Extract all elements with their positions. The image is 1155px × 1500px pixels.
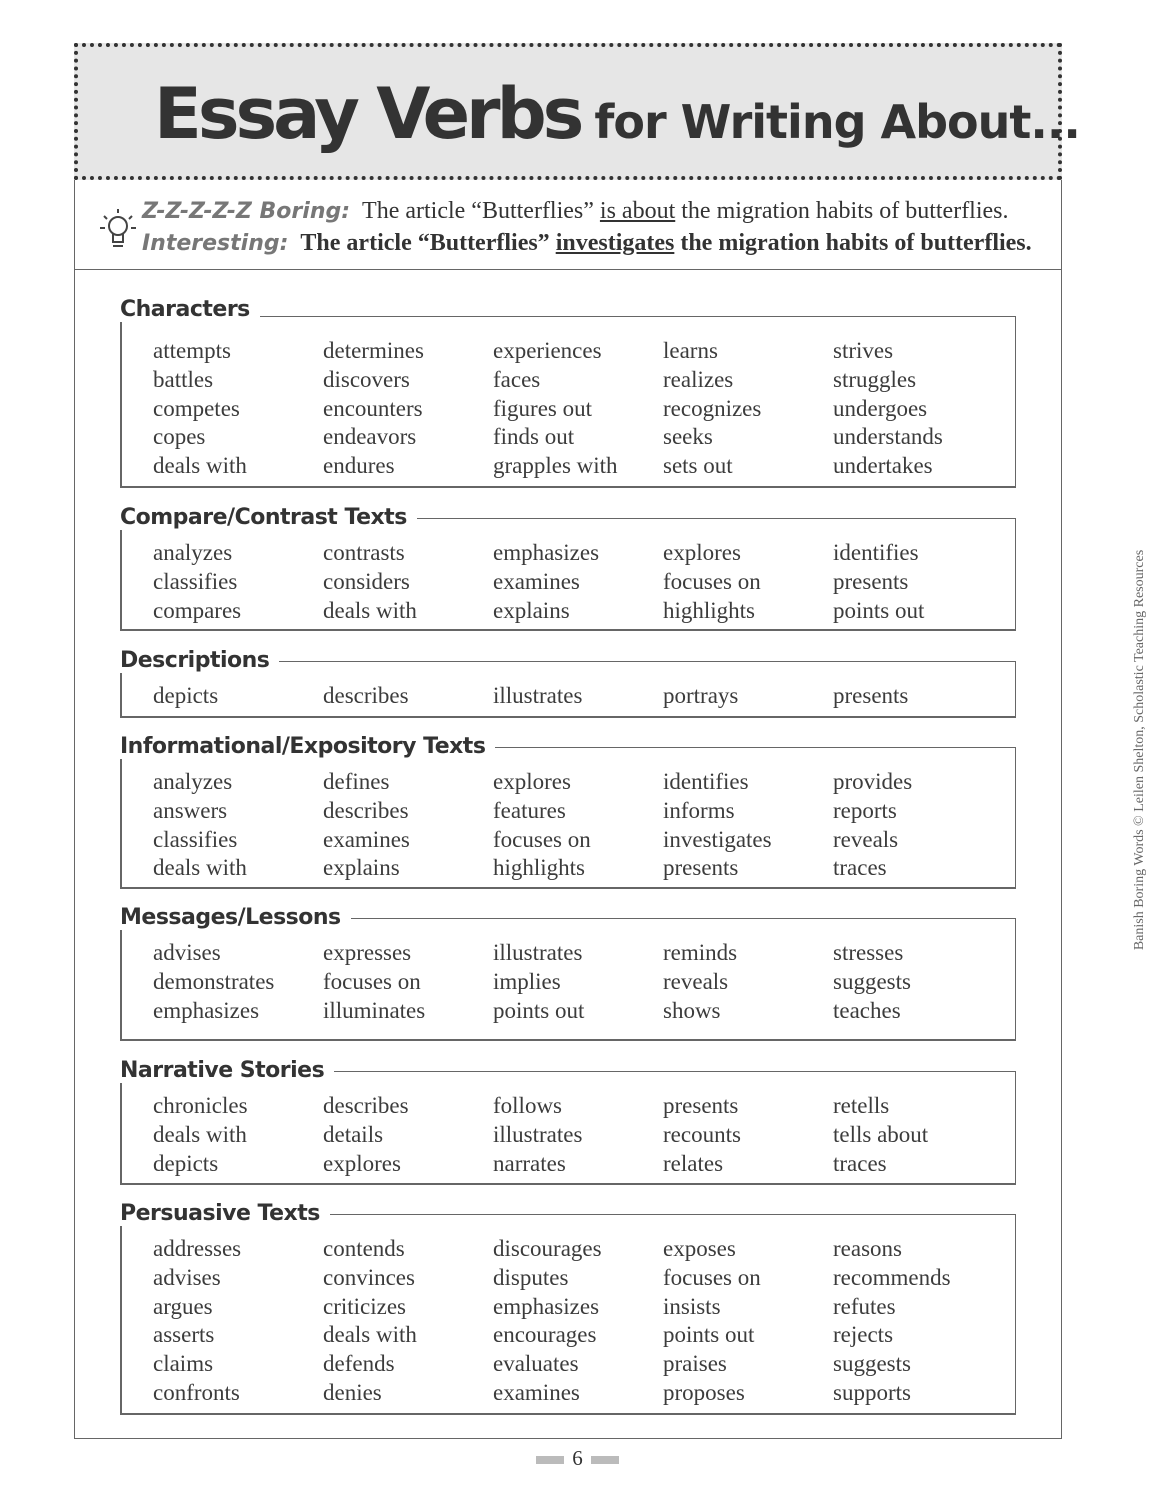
verb-word: recounts [663,1121,741,1147]
verb-word: competes [153,395,240,421]
verb-word: reminds [663,940,738,965]
verb-word: features [493,797,566,823]
verb-word: considers [323,568,410,594]
word-column [153,1235,323,1408]
word-column [833,1092,1003,1178]
verb-word: encounters [323,395,423,421]
word-column [663,337,833,481]
verb-word: highlights [493,855,586,881]
verb-word: grapples with [493,453,618,479]
verb-word: figures out [493,395,593,421]
verb-word: answers [153,797,228,823]
section-heading: Characters [120,297,260,322]
verb-word: narrates [493,1150,566,1176]
verb-word: deals with [323,1322,417,1348]
word-column [153,1092,323,1178]
word-column [323,768,493,883]
word-column [323,539,493,625]
verb-word: identifies [833,540,919,565]
verb-word: seeks [663,424,713,450]
boring-verb: is about [599,198,676,224]
verb-word: explores [323,1150,401,1176]
verb-word: explains [493,597,570,623]
verb-word: illustrates [493,940,583,965]
verb-word: emphasizes [493,1293,600,1319]
verb-word: classifies [153,826,238,852]
word-column [323,1092,493,1178]
verb-word: examines [323,826,410,852]
word-column [153,337,323,481]
word-column [323,682,493,711]
verb-word: reasons [833,1236,902,1261]
verb-word: deals with [153,1121,247,1147]
word-column [153,939,323,1025]
verb-word: evaluates [493,1351,579,1377]
verb-word: points out [663,1322,755,1348]
verb-word: endures [323,453,395,479]
verb-word: follows [493,1093,562,1118]
section-heading: Narrative Stories [120,1058,334,1083]
section-heading: Informational/Expository Texts [120,734,495,759]
verb-word: focuses on [663,568,761,594]
word-column [323,939,493,1025]
verb-word: teaches [833,997,901,1023]
title-band [74,43,1080,180]
verb-word: retells [833,1093,890,1118]
word-column [663,682,833,711]
verb-word: exposes [663,1236,736,1261]
example-box [74,180,1062,270]
boring-tag: Z-Z-Z-Z-Z Boring: [142,199,351,224]
verb-word: traces [833,1150,887,1176]
verb-word: reveals [663,968,729,994]
verb-word: understands [833,424,943,450]
verb-word: asserts [153,1322,215,1348]
verb-word: rejects [833,1322,894,1348]
verb-word: emphasizes [493,540,600,565]
footer-dots-left [536,1456,564,1464]
word-column [833,939,1003,1025]
verb-word: explores [493,769,571,794]
verb-word: points out [493,997,585,1023]
verb-word: recognizes [663,395,762,421]
verb-word: advises [153,1264,221,1290]
verb-word: explains [323,855,400,881]
verb-word: defines [323,769,390,794]
verb-word: endeavors [323,424,417,450]
verb-word: recommends [833,1264,951,1290]
verb-word: confronts [153,1379,240,1405]
verb-word: implies [493,968,561,994]
interesting-verb: investigates [555,230,675,256]
verb-word: strives [833,338,894,363]
verb-word: stresses [833,940,904,965]
verb-word: sets out [663,453,733,479]
lightbulb-icon [98,204,138,254]
verb-word: presents [663,855,739,881]
interesting-pre: The article “Butterflies” [300,230,556,256]
verb-word: undergoes [833,395,928,421]
page-title [154,73,1080,155]
verb-word: illustrates [493,1121,583,1147]
verb-word: reveals [833,826,899,852]
verb-word: learns [663,338,718,363]
word-column [493,337,663,481]
word-column [833,337,1003,481]
verb-word: proposes [663,1379,745,1405]
verb-word: describes [323,1093,409,1118]
verb-word: investigates [663,826,772,852]
interesting-post: the migration habits of butterflies. [674,230,1032,256]
verb-word: provides [833,769,913,794]
side-credit: Banish Boring Words © Leilen Shelton, Scholastic Teaching Resources [1132,549,1147,951]
verb-word: explores [663,540,741,565]
verb-word: examines [493,1379,580,1405]
verb-word: focuses on [663,1264,761,1290]
verb-word: emphasizes [153,997,260,1023]
word-column [663,1235,833,1408]
verb-word: classifies [153,568,238,594]
verb-word: determines [323,338,424,363]
word-column [493,939,663,1025]
verb-word: refutes [833,1293,896,1319]
verb-word: criticizes [323,1293,407,1319]
verb-word: battles [153,366,214,392]
word-column [663,1092,833,1178]
verb-word: illustrates [493,683,583,708]
title-main: Essay Verbs [154,73,581,155]
verb-word: highlights [663,597,756,623]
word-column [663,768,833,883]
word-column [153,539,323,625]
verb-word: advises [153,940,221,965]
verb-word: supports [833,1379,911,1405]
verb-word: defends [323,1351,395,1377]
word-column [833,682,1003,711]
verb-word: focuses on [493,826,591,852]
verb-word: expresses [323,940,412,965]
verb-word: convinces [323,1264,415,1290]
interesting-example [142,230,1032,257]
word-column [663,939,833,1025]
verb-word: depicts [153,1150,219,1176]
word-column [833,1235,1003,1408]
word-column [493,1092,663,1178]
verb-word: reports [833,797,897,823]
page-footer [0,1446,1155,1471]
footer-dots-right [591,1456,619,1464]
verb-word: undertakes [833,453,933,479]
verb-word: addresses [153,1236,242,1261]
boring-pre: The article “Butterflies” [362,198,600,224]
verb-word: presents [663,1093,739,1118]
verb-word: experiences [493,338,602,363]
verb-word: suggests [833,968,911,994]
boring-example [142,198,1009,225]
verb-word: compares [153,597,242,623]
interesting-tag: Interesting: [142,231,289,256]
verb-word: presents [833,568,909,594]
section-heading: Descriptions [120,648,279,673]
verb-word: demonstrates [153,968,275,994]
word-column [323,1235,493,1408]
word-column [493,682,663,711]
verb-word: describes [323,683,409,708]
boring-post: the migration habits of butterflies. [675,198,1009,224]
verb-word: realizes [663,366,734,392]
verb-word: deals with [153,453,247,479]
verb-word: discovers [323,366,410,392]
verb-word: analyzes [153,769,233,794]
verb-word: describes [323,797,409,823]
word-column [153,768,323,883]
verb-word: portrays [663,683,739,708]
verb-word: chronicles [153,1093,248,1118]
word-column [153,682,323,711]
verb-word: examines [493,568,580,594]
verb-word: illuminates [323,997,426,1023]
verb-word: deals with [323,597,417,623]
word-column [493,1235,663,1408]
verb-word: encourages [493,1322,597,1348]
verb-word: claims [153,1351,214,1377]
section-heading: Compare/Contrast Texts [120,505,417,530]
verb-word: analyzes [153,540,233,565]
verb-word: tells about [833,1121,929,1147]
word-column [663,539,833,625]
verb-word: disputes [493,1264,569,1290]
title-sub: for Writing About... [594,95,1080,149]
word-column [833,539,1003,625]
verb-word: attempts [153,338,231,363]
word-column [833,768,1003,883]
word-column [493,539,663,625]
verb-word: finds out [493,424,575,450]
verb-word: suggests [833,1351,911,1377]
verb-word: argues [153,1293,213,1319]
verb-word: discourages [493,1236,602,1261]
word-column [323,337,493,481]
verb-word: contrasts [323,540,405,565]
verb-word: faces [493,366,541,392]
verb-word: shows [663,997,721,1023]
verb-word: points out [833,597,925,623]
verb-word: identifies [663,769,749,794]
verb-word: denies [323,1379,382,1405]
verb-word: informs [663,797,735,823]
word-column [493,768,663,883]
verb-word: presents [833,683,909,708]
verb-word: depicts [153,683,219,708]
verb-word: praises [663,1351,727,1377]
verb-word: details [323,1121,384,1147]
verb-word: copes [153,424,206,450]
verb-word: relates [663,1150,724,1176]
page-number: 6 [572,1446,583,1470]
section-heading: Persuasive Texts [120,1201,330,1226]
verb-word: contends [323,1236,405,1261]
verb-word: struggles [833,366,917,392]
verb-word: insists [663,1293,721,1319]
verb-word: traces [833,855,887,881]
verb-word: deals with [153,855,247,881]
section-heading: Messages/Lessons [120,905,351,930]
verb-word: focuses on [323,968,421,994]
